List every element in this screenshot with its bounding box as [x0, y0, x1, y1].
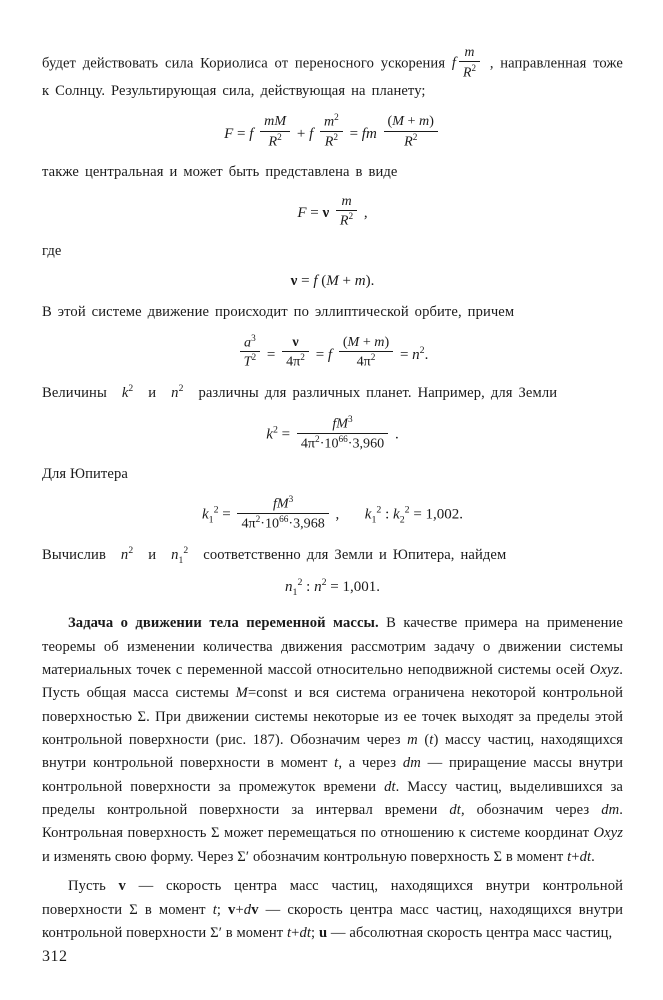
inline-math-sigma-3: Σ [493, 848, 503, 865]
paragraph-text: в момент [505, 848, 564, 865]
paragraph-text: будет действовать сила Кориолиса от переносного ускорения [42, 55, 446, 72]
paragraph-text: может перемещаться по отношению к системе координат [224, 825, 590, 842]
equation-ratio-n: $n_1^2$ : $n^2 = 1,001$. [285, 577, 380, 599]
paragraph-text: . Массу частиц, выделившихся за пределы контрольной поверхности за интервал времени [42, 778, 624, 819]
inline-math-sigma-2: Σ [210, 825, 220, 842]
inline-math-sigma: Σ [137, 708, 147, 725]
paragraph-text: — скорость центра масс частиц, находящихся внутри контрольной поверхности [42, 878, 624, 918]
paragraph-text: ; [311, 924, 316, 941]
paragraph-text: массу частиц, находящихся внутри контрольной поверхности в момент [42, 732, 623, 772]
inline-math-dt: dt [384, 778, 396, 795]
paragraph-text: . При движении системы некоторые из ее точек выходят за пределы этой контрольной поверхности (рис. 187). Обозначим через [42, 708, 623, 749]
equation-force-combination: F = f $\frac{mM}{R^2}$ + f $\frac{m^2}{R^2}$ = fm $\frac{(M + m)}{R^2}$ [42, 113, 623, 150]
paragraph-compute: Вычислив $n^2$ и $n_1^2$ соответственно для Земли и Юпитера, найдем [42, 545, 507, 566]
paragraph-text: — абсолютная скорость центра масс частиц, [330, 924, 613, 941]
inline-math-sigma-prime-2: Σ′ [210, 924, 222, 941]
inline-math-dt-2: dt [449, 802, 461, 819]
paragraph-coriolis [42, 44, 623, 104]
inline-math-m-of-t: m (t) [407, 732, 439, 749]
paragraph-text: и [148, 385, 157, 402]
paragraph-section-intro [42, 612, 623, 869]
inline-math-t-plus-dt-2: t+dt [286, 924, 312, 941]
inline-math-sigma-4: Σ [129, 901, 138, 918]
paragraph-text: Величины [42, 385, 107, 402]
inline-math-t: t [334, 755, 339, 772]
paragraph-where: где [42, 243, 62, 260]
section-variable-mass [42, 612, 623, 945]
paragraph-text: и изменять свою форму. Через [42, 848, 234, 865]
section-heading-inline: Задача о движении тела переменной массы. [68, 615, 379, 632]
inline-math-sigma-prime: Σ′ [237, 848, 250, 865]
paragraph-text: , обозначим через [460, 802, 590, 819]
inline-math-t-2: t [212, 901, 217, 918]
paragraph-text: различны для различных планет. Например, для Земли [198, 385, 558, 402]
paragraph-text: в момент [144, 901, 206, 918]
inline-math-t-plus-dt: t+dt [567, 848, 592, 865]
paragraph-central-force: также центральная и может быть представлена в виде [42, 163, 398, 180]
paragraph-magnitudes: Величины $k^2$ и $n^2$ различны для различных планет. Например, для Земли [42, 383, 558, 402]
paragraph-text: ; [216, 901, 222, 918]
paragraph-text: — скорость центра масс частиц, находящихся внутри контрольной поверхности [42, 901, 624, 941]
equation-earth-k2: $k^2$ = $\frac{fM^3}{4\pi^2\cdot 10^{66}\cdot 3,960}$ . [266, 414, 399, 452]
inline-math-coriolis: f $\frac{m}{R^2}$ [452, 55, 490, 71]
paragraph-text: и [148, 546, 157, 563]
inline-math-mass-const: M=const [235, 685, 288, 702]
inline-math-dm-2: dm [601, 802, 620, 819]
inline-math-axes: Oxyz [589, 662, 620, 679]
paragraph-jupiter: Для Юпитера [42, 465, 128, 482]
inline-math-k2: k [121, 385, 129, 402]
inline-math-dm: dm [402, 755, 421, 772]
equation-nu-definition: ν = f (M + m). [290, 272, 375, 289]
inline-math-n2: n [171, 385, 179, 402]
inline-math-v-bold: v [118, 878, 126, 895]
paragraph-velocities [42, 875, 623, 945]
paragraph-text: в момент [225, 924, 284, 941]
paragraph-text-cont: , направленная тоже к Солнцу. Результирующая сила, действующая на планету; [42, 55, 623, 100]
paragraph-text: Вычислив [42, 546, 106, 563]
paragraph-text: — приращение массы внутри контрольной поверхности за промежуток времени [42, 755, 624, 795]
page-number: 312 [42, 948, 68, 965]
inline-math-u-bold: u [318, 924, 328, 941]
paragraph-text: и вся система ограничена некоторой контрольной поверхностью [42, 685, 624, 725]
paragraph-elliptic-orbit: В этой системе движение происходит по эллиптической орбите, причем [42, 303, 515, 320]
paragraph-text: . [591, 848, 595, 865]
equation-central-force: F = ν $\frac{m}{R^2}$ , [297, 193, 368, 230]
paragraph-text: , а через [338, 755, 397, 772]
equation-jupiter-k1: $k_1^2$ = $\frac{fM^3}{4\pi^2\cdot 10^{66}\cdot 3,968}$ , $k_1^2$ : $k_2^2 = 1,002$. [201, 495, 464, 532]
inline-math-v-plus-dv: v+dv [228, 901, 259, 918]
paragraph-text: соответственно для Земли и Юпитера, найдем [203, 546, 507, 563]
paragraph-text: . Контрольная поверхность [42, 802, 623, 842]
paragraph-text: В качестве примера на применение теоремы об изменении количества движения рассмотрим задачу о движении системы материальных точек с переменной массой относительно неподвижной системы осей [42, 615, 624, 679]
paragraph-text: Пусть [68, 878, 106, 895]
inline-math-axes-2: Oxyz [593, 825, 624, 842]
paragraph-text: обозначим контрольную поверхность [252, 848, 490, 865]
equation-kepler: $\frac{a^3}{T^2}$ = $\frac{\nu}{4\pi^2}$ = f $\frac{(M + m)}{4\pi^2}$ = $n^2$. [42, 334, 623, 371]
paragraph-text: . Пусть общая масса системы [42, 662, 624, 702]
